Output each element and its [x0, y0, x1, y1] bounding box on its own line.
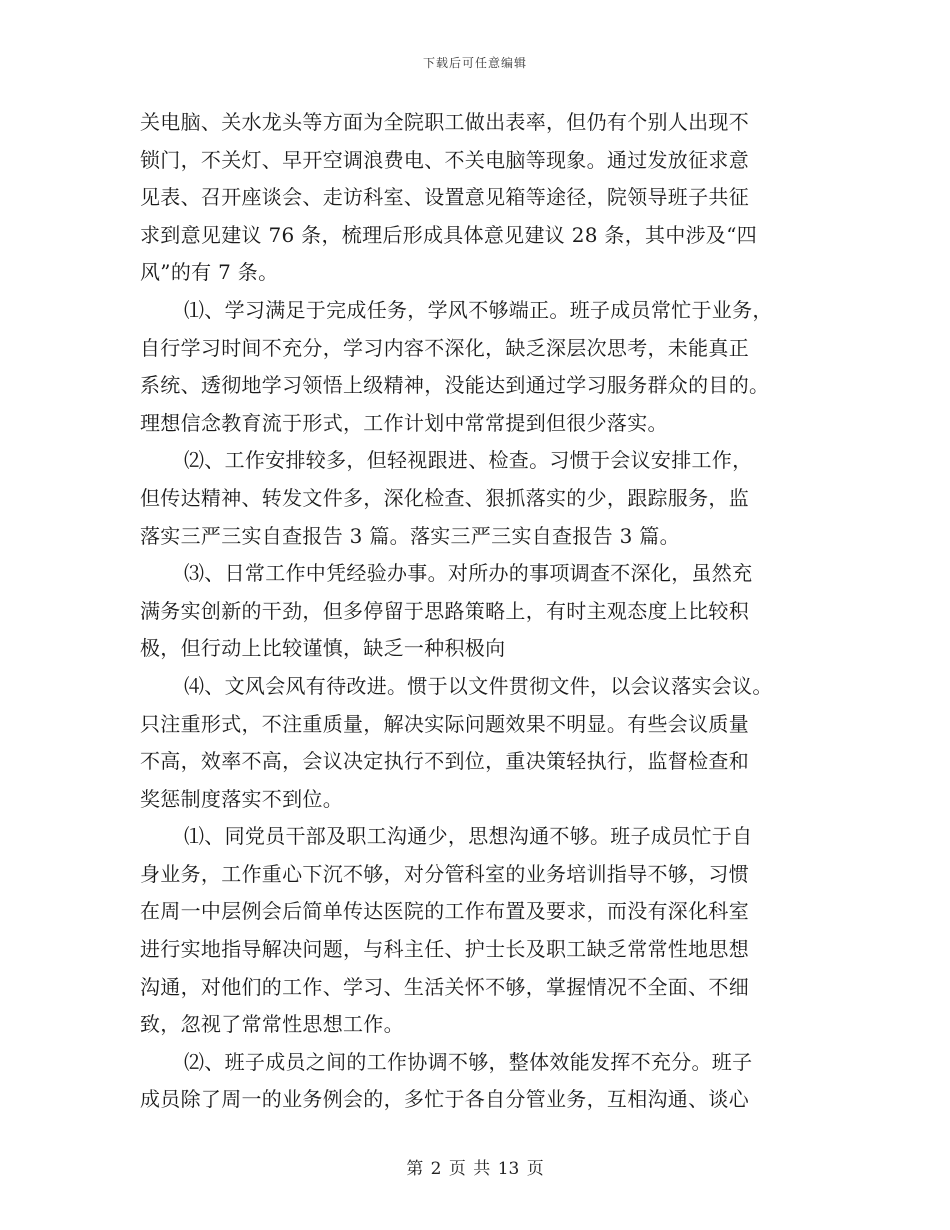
text-line: 求到意见建议 76 条，梳理后形成具体意见建议 28 条，其中涉及“四: [140, 222, 758, 247]
paragraph: [140, 104, 830, 292]
paragraph: [140, 442, 830, 555]
text-line: ⑵、工作安排较多，但轻视跟进、检查。习惯于会议安排工作，: [184, 448, 753, 473]
page-header: 下载后可任意编辑: [422, 56, 527, 70]
text-line: 不高，效率不高，会议决定执行不到位，重决策轻执行，监督检查和: [140, 749, 749, 774]
paragraph: [140, 292, 830, 442]
text-line: 系统、透彻地学习领悟上级精神，没能达到通过学习服务群众的目的。: [140, 373, 770, 398]
text-line: 落实三严三实自查报告 3 篇。落实三严三实自查报告 3 篇。: [140, 523, 680, 548]
text-line: 极，但行动上比较谨慎，缺乏一种积极向: [140, 636, 506, 661]
text-line: 但传达精神、转发文件多，深化检查、狠抓落实的少，跟踪服务，监: [140, 485, 749, 510]
text-line: ⑶、日常工作中凭经验办事。对所办的事项调查不深化，虽然充: [184, 561, 753, 586]
text-line: ⑵、班子成员之间的工作协调不够，整体效能发挥不充分。班子: [184, 1049, 753, 1074]
text-line: 致，忽视了常常性思想工作。: [140, 1012, 404, 1037]
text-line: 奖惩制度落实不到位。: [140, 786, 343, 811]
paragraph: [140, 1044, 830, 1119]
text-line: 风”的有 7 条。: [140, 260, 279, 285]
text-line: ⑷、文风会风有待改进。惯于以文件贯彻文件，以会议落实会议。: [184, 673, 773, 698]
text-line: 见表、召开座谈会、走访科室、设置意见箱等途径，院领导班子共征: [140, 185, 749, 210]
paragraph: [140, 818, 830, 1044]
page-number-footer: 第 2 页 共 13 页: [406, 1159, 544, 1179]
paragraph: [140, 555, 830, 668]
text-line: 锁门，不关灯、早开空调浪费电、不关电脑等现象。通过发放征求意: [140, 147, 749, 172]
text-line: 进行实地指导解决问题，与科主任、护士长及职工缺乏常常性地思想: [140, 937, 749, 962]
text-line: 在周一中层例会后简单传达医院的工作布置及要求，而没有深化科室: [140, 899, 749, 924]
document-body: [140, 104, 830, 1119]
text-line: 理想信念教育流于形式，工作计划中常常提到但很少落实。: [140, 410, 668, 435]
text-line: 只注重形式，不注重质量，解决实际问题效果不明显。有些会议质量: [140, 711, 749, 736]
text-line: 关电脑、关水龙头等方面为全院职工做出表率，但仍有个别人出现不: [140, 110, 749, 134]
text-line: 满务实创新的干劲，但多停留于思路策略上，有时主观态度上比较积: [140, 598, 749, 623]
text-line: 成员除了周一的业务例会的，多忙于各自分管业务，互相沟通、谈心: [140, 1087, 749, 1112]
text-line: ⑴、学习满足于完成任务，学风不够端正。班子成员常忙于业务，: [184, 297, 773, 322]
text-line: ⑴、同党员干部及职工沟通少，思想沟通不够。班子成员忙于自: [184, 824, 753, 849]
text-line: 自行学习时间不充分，学习内容不深化，缺乏深层次思考，未能真正: [140, 335, 749, 360]
paragraph: [140, 668, 830, 818]
text-line: 身业务，工作重心下沉不够，对分管科室的业务培训指导不够，习惯: [140, 861, 749, 886]
text-line: 沟通，对他们的工作、学习、生活关怀不够，掌握情况不全面、不细: [140, 974, 749, 999]
